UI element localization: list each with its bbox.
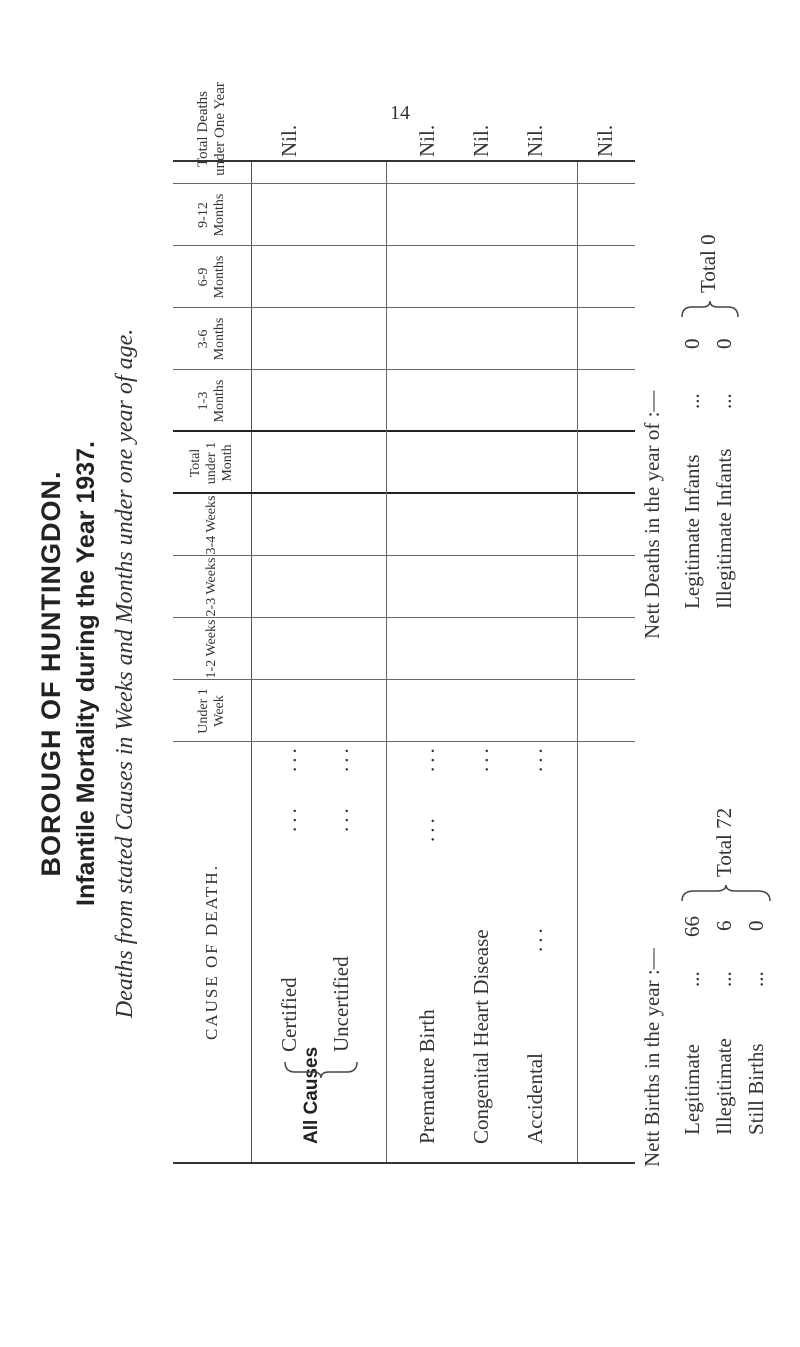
leader-dots: ... <box>469 744 493 772</box>
column-divider-heavy <box>173 492 635 494</box>
table-row-total: Nil. <box>469 124 493 157</box>
col-3-6-months: 3-6 Months <box>196 317 227 361</box>
column-divider <box>173 307 635 308</box>
table-row-cause: Uncertified <box>329 956 353 1052</box>
summary-footer <box>640 0 800 1347</box>
table-row-cause: Congenital Heart Disease <box>469 929 493 1144</box>
col-2-3-weeks: 2-3 Weeks <box>204 557 219 617</box>
leader-dots: ... <box>523 744 547 772</box>
page-number: 14 <box>390 102 410 124</box>
leader-dots: ... <box>329 804 353 832</box>
births-illegitimate-value: 6 <box>712 920 736 931</box>
col-6-9-months: 6-9 Months <box>196 255 227 299</box>
leader-dots: ... <box>712 971 736 987</box>
still-births-value: 0 <box>744 920 768 931</box>
leader-dots: ... <box>523 924 547 952</box>
table-grand-total: Nil. <box>593 124 617 157</box>
brace-icon <box>281 1058 361 1080</box>
table-row-total: Nil. <box>523 124 547 157</box>
column-divider-heavy <box>173 430 635 432</box>
births-legitimate-label: Legitimate <box>680 1044 704 1135</box>
column-divider <box>173 741 635 742</box>
births-legitimate-value: 66 <box>680 916 704 937</box>
leader-dots: ... <box>744 971 768 987</box>
section-divider <box>386 162 387 1162</box>
col-total-under-one-year: Total Deaths under One Year <box>195 82 228 176</box>
column-divider <box>173 369 635 370</box>
still-births-label: Still Births <box>744 1043 768 1135</box>
col-under-1-week: Under 1 Week <box>196 688 227 734</box>
births-illegitimate-label: Illegitimate <box>712 1038 736 1135</box>
table-row-cause: Certified <box>277 977 301 1052</box>
report-caption: Deaths from stated Causes in Weeks and Months under one year of age. <box>112 328 138 1019</box>
col-1-2-weeks: 1-2 Weeks <box>204 619 219 679</box>
col-total-under-1-month: Total under 1 Month <box>188 441 235 485</box>
brace-icon <box>678 299 742 319</box>
table-row-total: Nil. <box>415 124 439 157</box>
table-row-cause: Premature Birth <box>415 1009 439 1144</box>
column-divider <box>173 245 635 246</box>
section-divider <box>577 162 578 1162</box>
leader-dots: ... <box>415 814 439 842</box>
col-1-3-months: 1-3 Months <box>196 379 227 423</box>
leader-dots: ... <box>680 393 704 409</box>
col-cause-of-death: CAUSE OF DEATH. <box>202 864 221 1040</box>
table-row-cause: Accidental <box>523 1053 547 1144</box>
deaths-illegitimate-value: 0 <box>712 338 736 349</box>
deaths-total: Total 0 <box>696 234 720 293</box>
births-heading: Nett Births in the year :— <box>640 948 664 1167</box>
all-causes-label: All Causes <box>301 1046 322 1144</box>
col-3-4-weeks: 3-4 Weeks <box>204 495 219 555</box>
deaths-legitimate-label: Legitimate Infants <box>680 454 704 609</box>
leader-dots: ... <box>415 744 439 772</box>
deaths-illegitimate-label: Illegitimate Infants <box>712 448 736 609</box>
brace-icon <box>678 883 774 903</box>
leader-dots: ... <box>680 971 704 987</box>
column-divider <box>173 617 635 618</box>
report-subtitle: Infantile Mortality during the Year 1937. <box>72 441 100 906</box>
column-divider <box>173 555 635 556</box>
leader-dots: ... <box>277 804 301 832</box>
deaths-legitimate-value: 0 <box>680 338 704 349</box>
leader-dots: ... <box>277 744 301 772</box>
table-header <box>173 82 252 1162</box>
report-title: BOROUGH OF HUNTINGDON. <box>36 470 66 877</box>
deaths-heading: Nett Deaths in the year of :— <box>640 390 664 639</box>
table-row-total: Nil. <box>277 124 301 157</box>
column-divider <box>173 679 635 680</box>
leader-dots: ... <box>712 393 736 409</box>
column-divider <box>173 183 635 184</box>
births-total: Total 72 <box>712 807 736 877</box>
col-9-12-months: 9-12 Months <box>196 193 227 237</box>
title-block <box>0 0 200 1347</box>
leader-dots: ... <box>329 744 353 772</box>
